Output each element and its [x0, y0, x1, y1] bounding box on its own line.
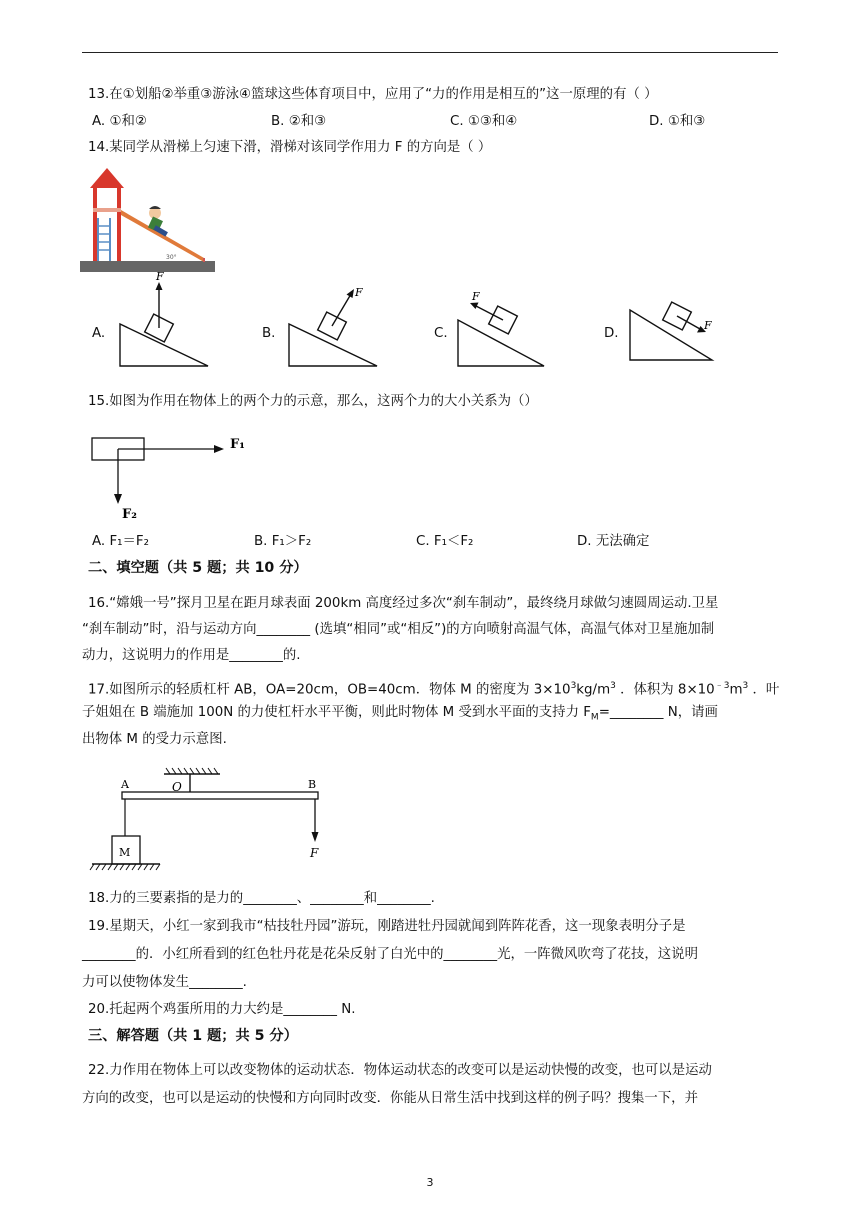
- q14-b-force-label: F: [355, 286, 363, 299]
- q22-line1: 22.力作用在物体上可以改变物体的运动状态．物体运动状态的改变可以是运动快慢的改变，也可以是运动: [88, 1063, 712, 1078]
- q13-stem: 13.在①划船②举重③游泳④篮球这些体育项目中，应用了“力的作用是相互的”这一原理的有（ ）: [88, 87, 658, 102]
- q13-option-d: D. ①和③: [649, 114, 706, 129]
- q16-line1: 16.“嫦娥一号”探月卫星在距月球表面 200km 高度经过多次“刹车制动”，最终绕月球做匀速圆周运动.卫星: [88, 596, 719, 611]
- q15-option-b: B. F₁＞F₂: [254, 534, 312, 549]
- q14-option-c-letter: C.: [434, 326, 448, 341]
- q13-option-a: A. ①和②: [92, 114, 147, 129]
- q18-text: 18.力的三要素指的是力的________、________和________.: [88, 891, 435, 906]
- q14-option-d-letter: D.: [604, 326, 619, 341]
- q15-f2-label: F₂: [122, 507, 137, 522]
- section2-heading: 二、填空题（共 5 题；共 10 分）: [88, 560, 308, 576]
- q19-line3: 力可以使物体发生________.: [82, 975, 247, 990]
- q15-f1-label: F₁: [230, 437, 245, 452]
- q17-line2: 子姐姐在 B 端施加 100N 的力使杠杆水平平衡，则此时物体 M 受到水平面的支持力 $F_M=\_\_\_\_\_\_\_\_$ N，请画: [82, 705, 718, 723]
- q17-label-o: O: [172, 780, 182, 794]
- q13-option-b: B. ②和③: [271, 114, 327, 129]
- q14-option-d-diagram: [628, 296, 720, 362]
- q17-label-f: F: [310, 846, 319, 860]
- q14-stem: 14.某同学从滑梯上匀速下滑，滑梯对该同学作用力 F 的方向是（ ）: [88, 140, 492, 155]
- header-rule: [82, 52, 778, 53]
- q17-label-a: A: [121, 778, 129, 791]
- q22-line2: 方向的改变，也可以是运动的快慢和方向同时改变．你能从日常生活中找到这样的例子吗？搜集一下，并: [82, 1091, 698, 1106]
- q13-option-c: C. ①③和④: [450, 114, 518, 129]
- q17-label-b: B: [308, 778, 317, 791]
- page-number: 3: [426, 1176, 434, 1189]
- q14-option-c-diagram: [456, 292, 548, 368]
- q14-a-force-label: F: [156, 270, 164, 283]
- q14-option-a-diagram: [118, 270, 210, 368]
- q14-c-force-label: F: [472, 290, 480, 303]
- q16-line3: 动力，这说明力的作用是________的.: [82, 648, 301, 663]
- q17-line3: 出物体 M 的受力示意图.: [82, 732, 227, 747]
- slide-angle-label: 30°: [166, 254, 177, 261]
- q15-option-c: C. F₁＜F₂: [416, 534, 474, 549]
- q15-option-a: A. F₁＝F₂: [92, 534, 149, 549]
- q20-text: 20.托起两个鸡蛋所用的力大约是________ N.: [88, 1002, 356, 1017]
- q19-line2: ________的．小红所看到的红色牡丹花是花朵反射了白光中的________光，一阵微风吹弯了花技，这说明: [82, 947, 698, 962]
- q17-line1: 17.如图所示的轻质杠杆 AB，OA=20cm，OB=40cm．物体 M 的密度为 $3\times 10^3kg/m^3$ ．体积为 $8\times 10^{﹣3}m^3$ ．叶: [88, 681, 780, 698]
- q17-lever-diagram: [88, 766, 328, 878]
- q14-option-a-letter: A.: [92, 326, 106, 341]
- q15-force-diagram: [90, 430, 260, 522]
- q14-option-b-letter: B.: [262, 326, 276, 341]
- q17-label-m: M: [119, 846, 131, 859]
- q15-stem: 15.如图为作用在物体上的两个力的示意，那么，这两个力的大小关系为（）: [88, 394, 538, 409]
- q15-option-d: D. 无法确定: [577, 534, 650, 549]
- q16-line2: “刹车制动”时，沿与运动方向________ (选填“相同”或“相反”)的方向喷射高温气体，高温气体对卫星施加制: [82, 622, 715, 637]
- q14-d-force-label: F: [704, 319, 712, 332]
- q14-option-b-diagram: [287, 286, 379, 368]
- section3-heading: 三、解答题（共 1 题；共 5 分）: [88, 1028, 298, 1044]
- q19-line1: 19.星期天，小红一家到我市“枯技牡丹园”游玩，刚踏进牡丹园就闻到阵阵花香，这一现象表明分子是: [88, 919, 686, 934]
- slide-illustration: [80, 166, 215, 272]
